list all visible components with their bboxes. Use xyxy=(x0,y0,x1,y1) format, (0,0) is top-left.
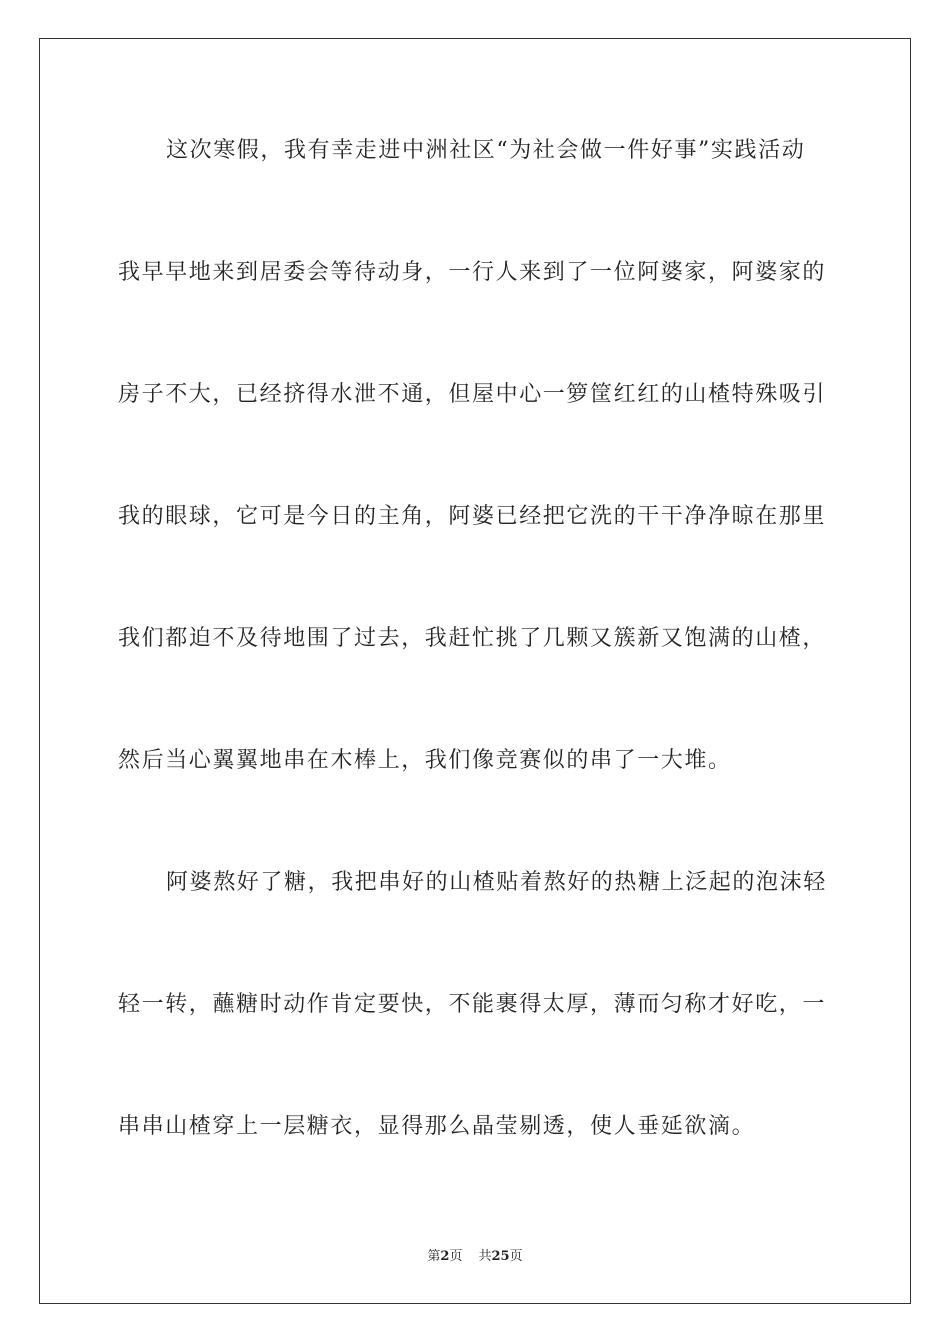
total-suffix: 页 xyxy=(509,1249,523,1264)
page-prefix: 第 xyxy=(427,1249,441,1264)
page-footer xyxy=(0,1249,950,1265)
paragraph-line: 这次寒假，我有幸走进中洲社区“为社会做一件好事”实践活动 xyxy=(166,138,806,163)
paragraph-line: 轻一转，蘸糖时动作肯定要快，不能裹得太厚，薄而匀称才好吃，一 xyxy=(118,992,827,1017)
paragraph-line: 阿婆熬好了糖，我把串好的山楂贴着熬好的热糖上泛起的泡沫轻 xyxy=(166,870,827,895)
paragraph-line: 我们都迫不及待地围了过去，我赶忙挑了几颗又簇新又饱满的山楂， xyxy=(118,626,827,651)
total-pages: 25 xyxy=(491,1249,510,1264)
paragraph-line: 串串山楂穿上一层糖衣，显得那么晶莹剔透，使人垂延欲滴。 xyxy=(118,1114,756,1139)
paragraph-line: 我的眼球，它可是今日的主角，阿婆已经把它洗的干干净净晾在那里 xyxy=(118,504,827,529)
page-number: 2 xyxy=(440,1249,450,1264)
page-suffix: 页 xyxy=(449,1249,463,1264)
paragraph-line: 我早早地来到居委会等待动身，一行人来到了一位阿婆家，阿婆家的 xyxy=(118,260,827,285)
paragraph-line: 然后当心翼翼地串在木棒上，我们像竞赛似的串了一大堆。 xyxy=(118,748,732,773)
total-prefix: 共 xyxy=(478,1249,492,1264)
paragraph-line: 房子不大，已经挤得水泄不通，但屋中心一箩筐红红的山楂特殊吸引 xyxy=(118,382,827,407)
